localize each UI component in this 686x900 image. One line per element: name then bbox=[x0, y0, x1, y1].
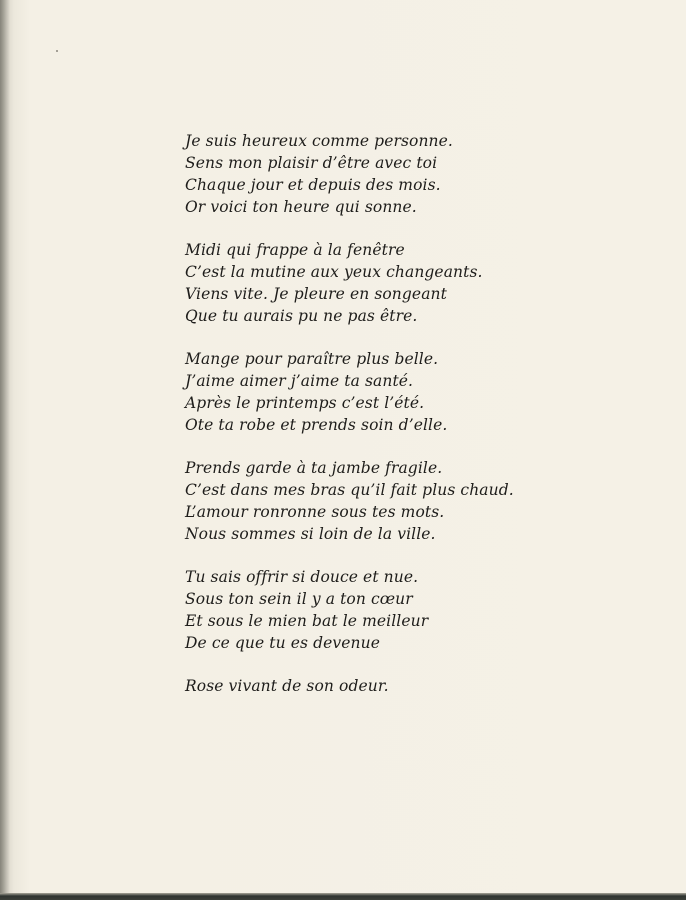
poem-line: Midi qui frappe à la fenêtre bbox=[185, 241, 405, 259]
poem-line: Viens vite. Je pleure en songeant bbox=[185, 285, 447, 303]
page-bottom-edge bbox=[0, 893, 686, 900]
poem-line: Mange pour paraître plus belle. bbox=[185, 350, 439, 368]
poem-line: L’amour ronronne sous tes mots. bbox=[185, 503, 445, 521]
poem-line: Je suis heureux comme personne. bbox=[185, 132, 453, 150]
poem-line: Et sous le mien bat le meilleur bbox=[185, 612, 429, 630]
stanza-5 bbox=[185, 566, 505, 654]
poem-line: Après le printemps c’est l’été. bbox=[185, 394, 425, 412]
page-gutter-shadow bbox=[0, 0, 10, 900]
poem-line: C’est dans mes bras qu’il fait plus chaud. bbox=[185, 481, 514, 499]
poem-line: Sens mon plaisir d’être avec toi bbox=[185, 154, 438, 172]
stanza-4 bbox=[185, 457, 514, 545]
poem-line: C’est la mutine aux yeux changeants. bbox=[185, 263, 483, 281]
poem-line: Or voici ton heure qui sonne. bbox=[185, 198, 417, 216]
poem-line: Ote ta robe et prends soin d’elle. bbox=[185, 416, 448, 434]
poem-line: Chaque jour et depuis des mois. bbox=[185, 176, 441, 194]
poem-line: De ce que tu es devenue bbox=[185, 634, 380, 652]
stanza-2 bbox=[185, 239, 505, 327]
poem-line: Tu sais offrir si douce et nue. bbox=[185, 568, 419, 586]
poem-line: Rose vivant de son odeur. bbox=[185, 677, 389, 695]
stanza-6 bbox=[185, 675, 505, 697]
stanza-1 bbox=[185, 130, 505, 218]
stanza-3 bbox=[185, 348, 505, 436]
poem-line: J’aime aimer j’aime ta santé. bbox=[185, 372, 414, 390]
poem bbox=[185, 130, 514, 718]
poem-line: Prends garde à ta jambe fragile. bbox=[185, 459, 443, 477]
poem-line: Que tu aurais pu ne pas être. bbox=[185, 307, 418, 325]
poem-line: Nous sommes si loin de la ville. bbox=[185, 525, 436, 543]
page-speck bbox=[56, 50, 58, 52]
poem-line: Sous ton sein il y a ton cœur bbox=[185, 590, 413, 608]
